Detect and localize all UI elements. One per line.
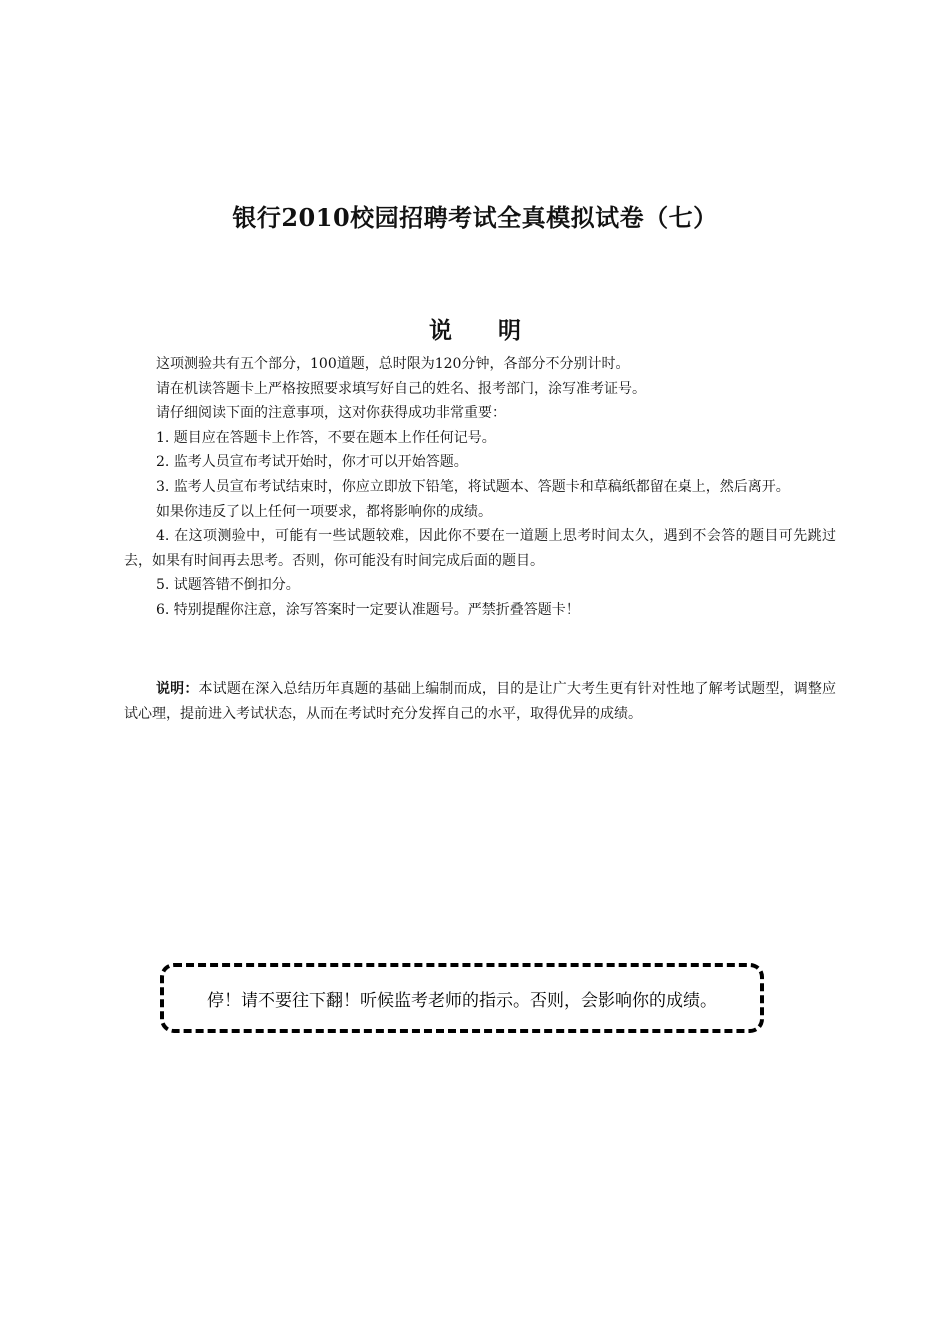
instruction-item-4: 4. 在这项测验中，可能有一些试题较难，因此你不要在一道题上思考时间太久，遇到不会答的题目可先跳过去，如果有时间再去思考。否则，你可能没有时间完成后面的题目。 (124, 528, 836, 569)
instructions-list (124, 352, 836, 623)
note-text: 本试题在深入总结历年真题的基础上编制而成，目的是让广大考生更有针对性地了解考试题型，调整应试心理，提前进入考试状态，从而在考试时充分发挥自己的水平，取得优异的成绩。 (124, 681, 837, 722)
instruction-item-5: 5. 试题答错不倒扣分。 (156, 577, 300, 594)
instruction-item-2: 2. 监考人员宣布考试开始时，你才可以开始答题。 (156, 454, 468, 471)
note-label: 说明： (156, 681, 199, 697)
instruction-item-1: 1. 题目应在答题卡上作答，不要在题本上作任何记号。 (156, 429, 496, 446)
instruction-item-3: 3. 监考人员宣布考试结束时，你应立即放下铅笔，将试题本、答题卡和草稿纸都留在桌上，然后离开。 (156, 478, 790, 495)
warning-text: 停！请不要往下翻！听候监考老师的指示。否则，会影响你的成绩。 (207, 990, 717, 1011)
section-heading: 说明 (429, 318, 567, 344)
instruction-paragraph: 如果你违反了以上任何一项要求，都将影响你的成绩。 (156, 503, 492, 520)
instruction-paragraph: 这项测验共有五个部分，100道题，总时限为120分钟，各部分不分别计时。 (156, 356, 630, 372)
warning-box (160, 963, 764, 1033)
note-paragraph (124, 677, 836, 727)
instruction-item-6: 6. 特别提醒你注意，涂写答案时一定要认准题号。严禁折叠答题卡！ (156, 601, 580, 618)
instruction-paragraph: 请在机读答题卡上严格按照要求填写好自己的姓名、报考部门，涂写准考证号。 (156, 380, 646, 397)
document-title: 银行2010校园招聘考试全真模拟试卷（七） (232, 203, 718, 232)
instruction-paragraph: 请仔细阅读下面的注意事项，这对你获得成功非常重要： (156, 405, 506, 422)
